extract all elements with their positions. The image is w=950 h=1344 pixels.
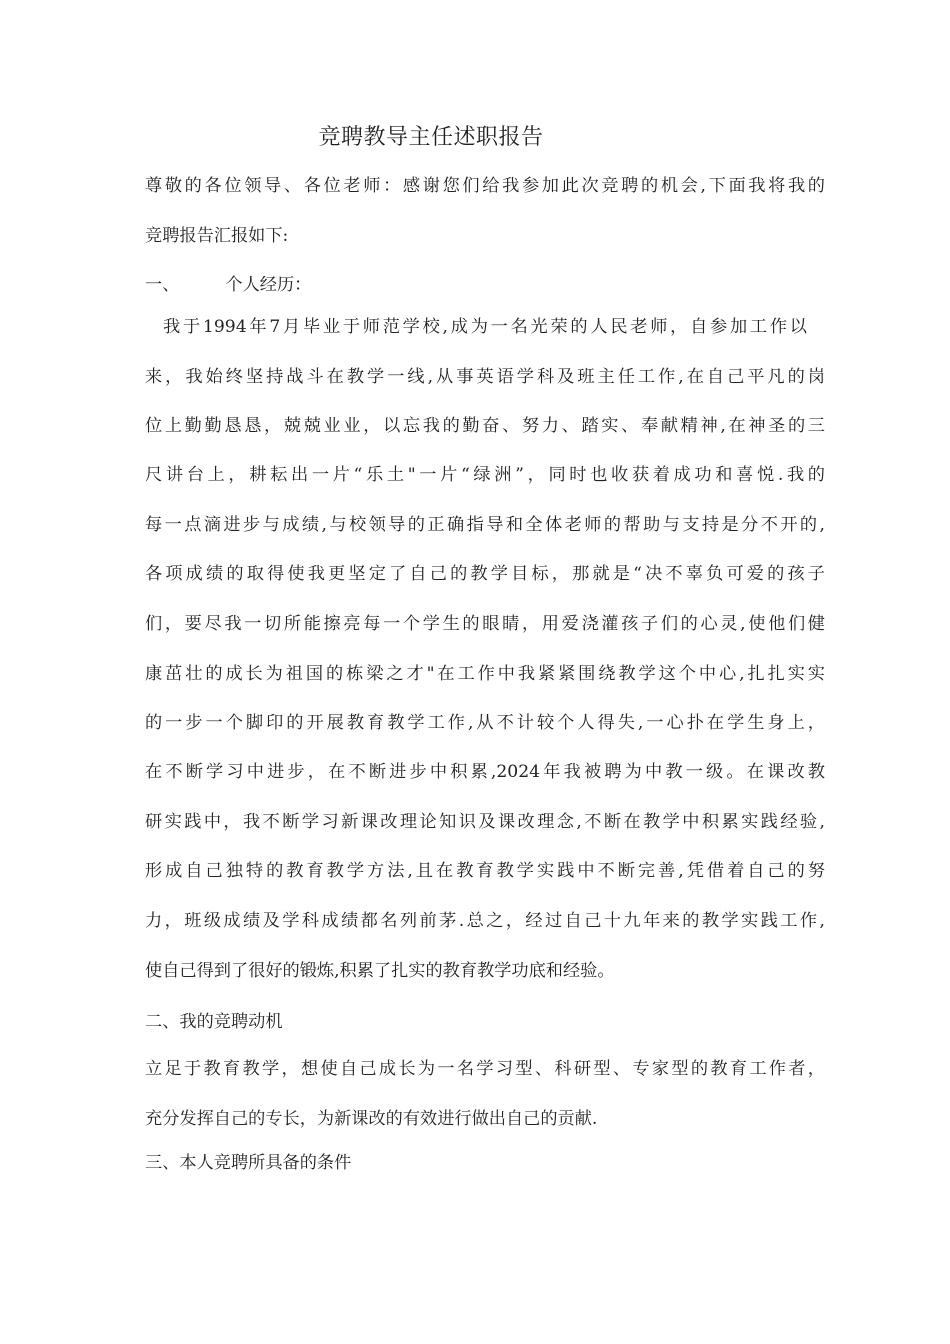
section-number: 一、 bbox=[145, 275, 180, 295]
section-heading bbox=[145, 272, 825, 298]
section-title: 个人经历： bbox=[225, 275, 312, 295]
paragraph-line: 充分发挥自己的专长，为新课改的有效进行做出自己的贡献. bbox=[145, 1109, 598, 1129]
paragraph-line: 尊敬的各位领导、各位老师：感谢您们给我参加此次竞聘的机会,下面我将我的 bbox=[145, 176, 825, 196]
paragraph-line: 在不断学习中进步，在不断进步中积累,2024年我被聘为中教一级。在课改教 bbox=[145, 762, 825, 782]
section-heading: 二、我的竞聘动机 bbox=[145, 1012, 283, 1032]
section-heading: 三、本人竞聘所具备的条件 bbox=[145, 1153, 352, 1173]
paragraph-line: 我于1994年7月毕业于师范学校,成为一名光荣的人民老师，自参加工作以 bbox=[163, 317, 807, 337]
paragraph-line: 每一点滴进步与成绩,与校领导的正确指导和全体老师的帮助与支持是分不开的, bbox=[145, 515, 825, 535]
paragraph-line: 康茁壮的成长为祖国的栋梁之才"在工作中我紧紧围绕教学这个中心,扎扎实实 bbox=[145, 664, 825, 684]
paragraph-line: 竞聘报告汇报如下: bbox=[145, 226, 289, 246]
paragraph-line: 形成自己独特的教育教学方法,且在教育教学实践中不断完善,凭借着自己的努 bbox=[145, 861, 825, 881]
document-title: 竞聘教导主任述职报告 bbox=[318, 125, 544, 150]
paragraph-line: 研实践中，我不断学习新课改理论知识及课改理念,不断在教学中积累实践经验, bbox=[145, 812, 825, 832]
paragraph-line: 们，要尽我一切所能擦亮每一个学生的眼睛，用爱浇灌孩子们的心灵,使他们健 bbox=[145, 614, 825, 634]
paragraph-line: 各项成绩的取得使我更坚定了自己的教学目标，那就是“决不辜负可爱的孩子 bbox=[145, 564, 825, 584]
paragraph-line: 的一步一个脚印的开展教育教学工作,从不计较个人得失,一心扑在学生身上， bbox=[145, 713, 825, 733]
paragraph-line: 尺讲台上，耕耘出一片“乐土"一片“绿洲”，同时也收获着成功和喜悦.我的 bbox=[145, 465, 825, 485]
paragraph-line: 立足于教育教学，想使自己成长为一名学习型、科研型、专家型的教育工作者， bbox=[145, 1059, 825, 1079]
paragraph-line: 位上勤勤恳恳，兢兢业业，以忘我的勤奋、努力、踏实、奉献精神,在神圣的三 bbox=[145, 416, 825, 436]
paragraph-line: 力，班级成绩及学科成绩都名列前茅.总之，经过自己十九年来的教学实践工作, bbox=[145, 911, 825, 931]
paragraph-line: 使自己得到了很好的锻炼,积累了扎实的教育教学功底和经验。 bbox=[145, 961, 615, 981]
paragraph-line: 来，我始终坚持战斗在教学一线,从事英语学科及班主任工作,在自己平凡的岗 bbox=[145, 367, 825, 387]
